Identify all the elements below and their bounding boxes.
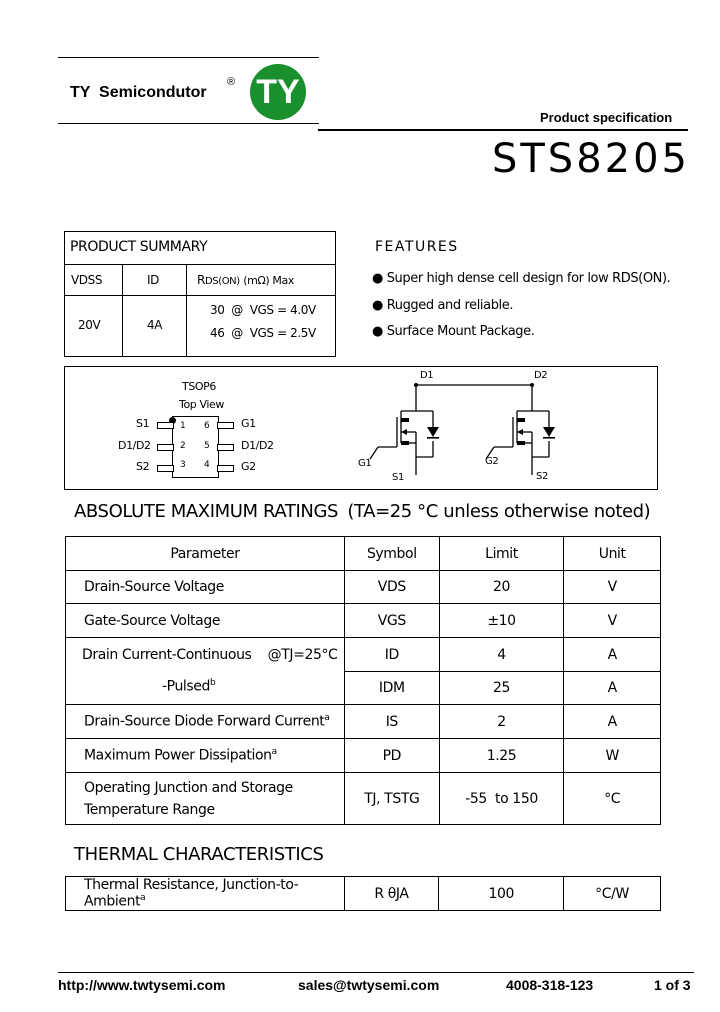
header-symbol: Symbol: [344, 537, 439, 571]
schematic-s1: S1: [392, 472, 404, 483]
pin-label-s1: S1: [136, 417, 150, 430]
bullet-icon: ●: [372, 271, 383, 286]
pin-num-3: 3: [180, 460, 186, 470]
symbol-cell: VDS: [344, 571, 439, 604]
col-rds-prefix: R: [197, 273, 205, 287]
header-unit: Unit: [564, 537, 661, 571]
footer-phone: 4008-318-123: [506, 977, 594, 993]
table-row: [66, 877, 661, 911]
header-bottom-rule: [58, 123, 319, 124]
package-name: TSOP6: [182, 380, 216, 393]
symbol-cell: IS: [344, 705, 439, 739]
table-row: [66, 773, 661, 825]
limit-cell: 20: [439, 571, 564, 604]
table-row: [66, 604, 661, 638]
param-cell: Maximum Power Dissipation$^a$: [66, 739, 345, 773]
abs-max-table: [65, 536, 661, 825]
vdss-value: 20V: [78, 318, 101, 332]
unit-cell: A: [564, 705, 661, 739]
table-row: [66, 739, 661, 773]
feature-item: ● Surface Mount Package.: [372, 324, 535, 339]
thermal-table: [65, 876, 661, 911]
schematic-s2: S2: [536, 471, 548, 482]
pin-label-d1d2-left: D1/D2: [118, 439, 151, 452]
pin-stub-icon: [157, 422, 174, 429]
pin-stub-icon: [217, 422, 234, 429]
schematic-g2: G2: [485, 456, 499, 467]
pin-label-d1d2-right: D1/D2: [241, 439, 274, 452]
features-title: FEATURES: [375, 239, 459, 255]
limit-cell: 1.25: [439, 739, 564, 773]
table-row: [66, 638, 661, 672]
param-cell: Thermal Resistance, Junction-to-Ambient$^a$: [66, 877, 345, 911]
feature-item: ● Rugged and reliable.: [372, 297, 514, 313]
footer-rule: [58, 972, 694, 973]
features-list: [372, 266, 670, 346]
id-value: 4A: [147, 318, 163, 332]
package-view: Top View: [179, 398, 224, 411]
symbol-cell: IDM: [344, 672, 439, 705]
bullet-icon: ●: [372, 297, 383, 313]
limit-cell: 100: [439, 877, 564, 911]
param-cell: Drain-Source Diode Forward Current$^a$: [66, 705, 345, 739]
pin-num-2: 2: [180, 441, 186, 451]
col-id: ID: [147, 273, 159, 287]
company-logo: TY: [250, 64, 306, 120]
pin-num-6: 6: [204, 421, 210, 431]
footer-email-link[interactable]: sales@twtysemi.com: [298, 977, 440, 993]
param-cell: Drain-Source Voltage: [66, 571, 345, 604]
abs-max-title: ABSOLUTE MAXIMUM RATINGS: [74, 501, 339, 522]
registered-mark: ®: [227, 76, 236, 88]
header-parameter: Parameter: [66, 537, 345, 571]
product-summary-title: PRODUCT SUMMARY: [70, 239, 208, 255]
pin-num-4: 4: [204, 460, 210, 470]
schematic-d2: D2: [534, 370, 548, 381]
abs-max-heading: [74, 501, 650, 522]
doc-type: Product specification: [540, 110, 673, 125]
limit-cell: 4: [439, 638, 564, 672]
pin-label-s2: S2: [136, 460, 150, 473]
symbol-cell: ID: [344, 638, 439, 672]
schematic-g1: G1: [358, 458, 372, 469]
pin-stub-icon: [157, 444, 174, 451]
col-rds: [197, 273, 294, 287]
param-cell-drain-current: Drain Current-Continuous @TJ=25°C -Pulsed$^b$: [66, 638, 345, 705]
pin-label-g1: G1: [241, 417, 256, 430]
dual-mosfet-schematic-icon: [350, 371, 580, 487]
bullet-icon: ●: [372, 324, 383, 339]
table-row: [66, 705, 661, 739]
pin-label-g2: G2: [241, 460, 256, 473]
symbol-cell: VGS: [344, 604, 439, 638]
limit-cell: ±10: [439, 604, 564, 638]
thermal-title: THERMAL CHARACTERISTICS: [74, 844, 324, 865]
limit-cell: 25: [439, 672, 564, 705]
limit-cell: 2: [439, 705, 564, 739]
param-cell: Operating Junction and Storage Temperature Range: [66, 773, 345, 825]
part-number: STS8205: [491, 136, 690, 182]
company-name: TY Semicondutor: [70, 84, 207, 101]
symbol-cell: R θJA: [344, 877, 439, 911]
symbol-cell: PD: [344, 739, 439, 773]
unit-cell: W: [564, 739, 661, 773]
pin-num-1: 1: [180, 421, 186, 431]
unit-cell: V: [564, 604, 661, 638]
rds-row-2: 46 @ VGS = 2.5V: [210, 326, 316, 340]
limit-cell: -55 to 150: [439, 773, 564, 825]
unit-cell: V: [564, 571, 661, 604]
pin-stub-icon: [157, 465, 174, 472]
page-number: 1 of 3: [654, 977, 691, 993]
pin-stub-icon: [217, 465, 234, 472]
unit-cell: °C: [564, 773, 661, 825]
table-row: [66, 571, 661, 604]
rds-row-1: 30 @ VGS = 4.0V: [210, 303, 316, 317]
header-top-rule: [58, 57, 319, 58]
col-rds-unit: (mΩ) Max: [243, 274, 294, 287]
unit-cell: A: [564, 672, 661, 705]
spec-rule: [318, 129, 688, 131]
symbol-cell: TJ, TSTG: [344, 773, 439, 825]
pin-stub-icon: [217, 444, 234, 451]
param-cell: Gate-Source Voltage: [66, 604, 345, 638]
schematic-d1: D1: [420, 370, 434, 381]
col-rds-sub: DS(ON): [204, 276, 240, 287]
product-summary-table: [64, 231, 336, 357]
col-vdss: VDSS: [71, 273, 103, 287]
unit-cell: °C/W: [564, 877, 661, 911]
abs-max-condition: (TA=25 °C unless otherwise noted): [347, 501, 651, 522]
footer-url-link[interactable]: http://www.twtysemi.com: [58, 977, 226, 993]
unit-cell: A: [564, 638, 661, 672]
pin-num-5: 5: [204, 441, 210, 451]
header-limit: Limit: [439, 537, 564, 571]
package-diagram-box: [64, 366, 658, 490]
feature-item: ● Super high dense cell design for low RDS(ON).: [372, 271, 671, 286]
